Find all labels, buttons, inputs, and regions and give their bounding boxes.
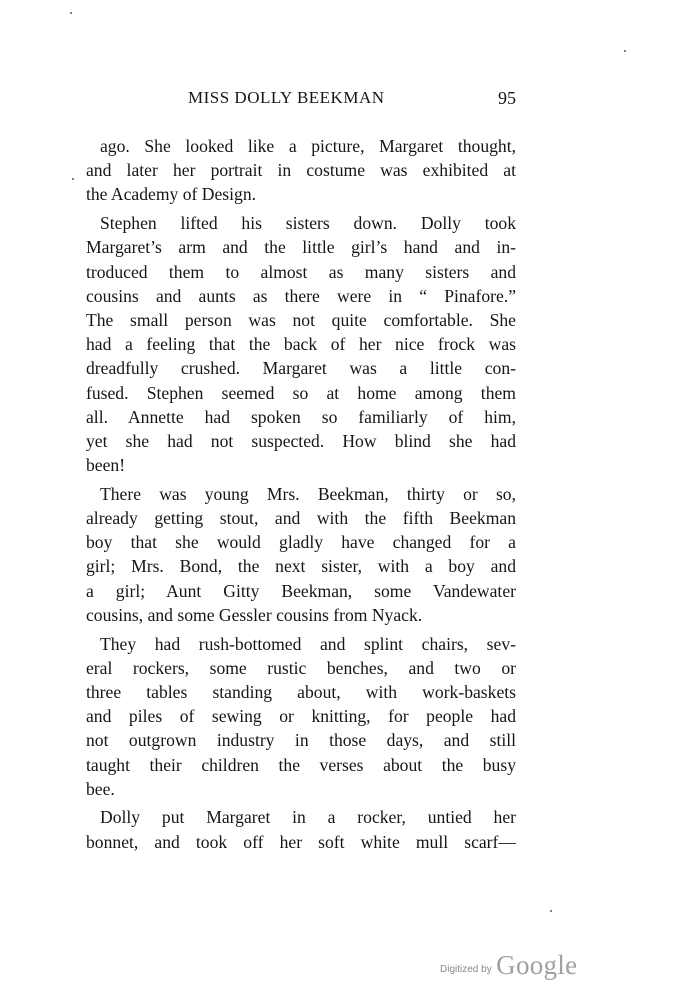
text-line: cousins, and some Gessler cousins from Nyack. bbox=[86, 604, 423, 625]
page-number: 95 bbox=[498, 88, 516, 108]
text-line: taught their children the verses about the busy bbox=[86, 754, 516, 775]
body-text bbox=[86, 134, 516, 858]
text-line: been! bbox=[86, 455, 126, 476]
text-line: Margaret’s arm and the little girl’s hand and in- bbox=[86, 237, 516, 258]
text-line: already getting stout, and with the fifth Beekman bbox=[86, 508, 516, 529]
digitized-watermark bbox=[440, 950, 577, 981]
text-line: eral rockers, some rustic benches, and two or bbox=[86, 657, 516, 678]
paragraph bbox=[86, 482, 516, 627]
text-line: yet she had not suspected. How blind she had bbox=[86, 430, 516, 451]
google-logo: Google bbox=[496, 950, 578, 980]
text-line: the Academy of Design. bbox=[86, 184, 257, 205]
text-line: troduced them to almost as many sisters and bbox=[86, 261, 516, 282]
text-line: ago. She looked like a picture, Margaret thought, bbox=[100, 136, 516, 156]
text-line: fused. Stephen seemed so at home among them bbox=[86, 382, 516, 403]
scan-speck bbox=[550, 910, 552, 912]
paragraph bbox=[86, 134, 516, 207]
text-line: They had rush-bottomed and splint chairs, sev- bbox=[100, 633, 516, 654]
text-line: bonnet, and took off her soft white mull scarf— bbox=[86, 831, 516, 852]
page-header bbox=[86, 88, 516, 118]
text-line: bee. bbox=[86, 778, 115, 799]
text-line: and later her portrait in costume was exhibited at bbox=[86, 160, 516, 181]
text-line: There was young Mrs. Beekman, thirty or so, bbox=[100, 483, 516, 504]
text-line: Dolly put Margaret in a rocker, untied her bbox=[100, 807, 516, 828]
text-line: girl; Mrs. Bond, the next sister, with a boy and bbox=[86, 556, 516, 577]
text-line: a girl; Aunt Gitty Beekman, some Vandewater bbox=[86, 580, 516, 601]
paragraph bbox=[86, 211, 516, 477]
paragraph bbox=[86, 805, 516, 853]
digitized-by-label: Digitized by bbox=[440, 964, 492, 975]
scan-speck bbox=[72, 178, 74, 180]
text-line: not outgrown industry in those days, and still bbox=[86, 730, 516, 751]
text-line: boy that she would gladly have changed for a bbox=[86, 532, 516, 553]
text-line: dreadfully crushed. Margaret was a little con- bbox=[86, 358, 516, 379]
text-line: all. Annette had spoken so familiarly of him, bbox=[86, 406, 516, 427]
text-line: The small person was not quite comfortable. She bbox=[86, 309, 516, 330]
text-line: cousins and aunts as there were in “ Pinafore.” bbox=[86, 285, 516, 306]
paragraph bbox=[86, 632, 516, 801]
scan-speck bbox=[624, 50, 626, 52]
running-head: MISS DOLLY BEEKMAN bbox=[188, 88, 385, 107]
scan-speck bbox=[70, 12, 72, 14]
text-line: Stephen lifted his sisters down. Dolly took bbox=[100, 213, 516, 234]
text-line: and piles of sewing or knitting, for people had bbox=[86, 706, 516, 727]
text-line: three tables standing about, with work-baskets bbox=[86, 681, 516, 702]
text-line: had a feeling that the back of her nice frock was bbox=[86, 334, 516, 355]
